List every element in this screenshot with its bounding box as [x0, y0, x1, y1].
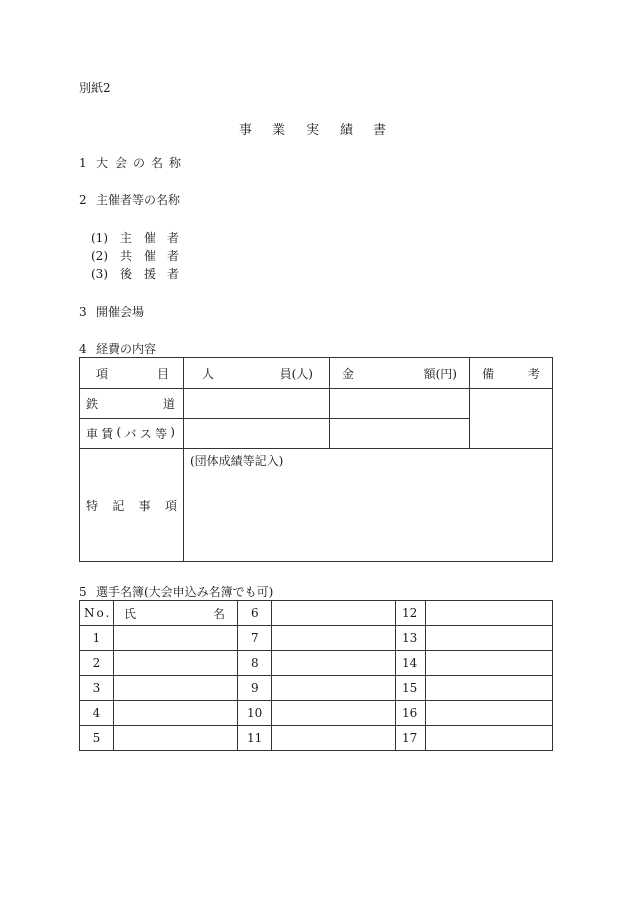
row-number: 11	[238, 726, 272, 751]
name-cell[interactable]	[272, 651, 396, 676]
roster-header-row	[80, 601, 553, 626]
section-title: 経費の内容	[96, 342, 157, 356]
item-char: 後	[120, 267, 133, 281]
section-title: 主催者等の名称	[96, 193, 181, 207]
special-note: (団体成績等記入)	[190, 454, 284, 468]
name-cell[interactable]	[426, 626, 553, 651]
row-number: 6	[238, 601, 272, 626]
roster-row	[80, 676, 553, 701]
section-number: 1	[79, 156, 87, 170]
header-name	[114, 601, 238, 626]
row-number: 13	[396, 626, 426, 651]
header-char: 氏	[124, 606, 137, 621]
title-char: 書	[373, 123, 387, 138]
header-char: 項	[96, 366, 109, 381]
section-title: 開催会場	[96, 305, 145, 319]
label-char: )	[170, 425, 175, 439]
label-char: 鉄	[86, 397, 99, 411]
name-cell[interactable]	[426, 701, 553, 726]
title-char: 績	[340, 123, 354, 138]
label-char: 事	[138, 498, 151, 513]
header-char: 金	[342, 366, 355, 381]
item-char: 主	[120, 231, 133, 245]
item-char: 者	[167, 267, 180, 281]
roster-table	[79, 600, 553, 751]
people-cell[interactable]	[184, 419, 330, 449]
title-char: 業	[272, 123, 286, 138]
roster-row	[80, 626, 553, 651]
title-char: 実	[306, 123, 320, 138]
row-number: 17	[396, 726, 426, 751]
name-cell[interactable]	[272, 626, 396, 651]
header-char: 人	[202, 366, 215, 381]
attachment-label: 別紙2	[79, 81, 111, 95]
expense-header-row	[80, 358, 553, 389]
header-people	[184, 358, 330, 389]
label-char: 記	[112, 498, 125, 513]
header-item	[80, 358, 184, 389]
special-note-cell[interactable]	[184, 449, 553, 562]
header-char: 額(円)	[423, 366, 457, 381]
section-number: 4	[79, 342, 87, 356]
header-char: 備	[482, 366, 495, 381]
item-number: (3)	[91, 267, 108, 281]
row-number: 1	[80, 626, 114, 651]
header-no: No.	[80, 601, 114, 626]
header-remarks	[470, 358, 553, 389]
header-char: 員(人)	[279, 366, 313, 381]
item-number: (1)	[91, 231, 108, 245]
label-char: 項	[164, 498, 177, 513]
expense-row-special	[80, 449, 553, 562]
row-number: 9	[238, 676, 272, 701]
name-cell[interactable]	[114, 676, 238, 701]
row-number: 4	[80, 701, 114, 726]
people-cell[interactable]	[184, 389, 330, 419]
heading-char: 称	[169, 156, 182, 170]
row-number: 2	[80, 651, 114, 676]
item-char: 援	[144, 267, 157, 281]
remarks-cell[interactable]	[470, 389, 553, 449]
section-title: 選手名簿(大会申込み名簿でも可)	[96, 585, 274, 599]
row-label	[80, 389, 184, 419]
item-char: 者	[167, 249, 180, 263]
title-char: 事	[239, 123, 253, 138]
section-number: 3	[79, 305, 87, 319]
roster-row	[80, 651, 553, 676]
section-number: 2	[79, 193, 87, 207]
header-char: 考	[527, 366, 540, 381]
heading-char: の	[133, 156, 146, 170]
row-number: 16	[396, 701, 426, 726]
expense-row-railway	[80, 389, 553, 419]
row-number: 3	[80, 676, 114, 701]
item-char: 催	[144, 249, 157, 263]
header-char: 名	[212, 606, 225, 621]
label-char: (	[116, 425, 122, 439]
row-number: 15	[396, 676, 426, 701]
header-char: 目	[156, 366, 169, 381]
row-number: 14	[396, 651, 426, 676]
label-char: 特	[86, 498, 99, 513]
row-label	[80, 419, 184, 449]
name-cell[interactable]	[114, 651, 238, 676]
name-cell[interactable]	[426, 726, 553, 751]
row-number: 12	[396, 601, 426, 626]
row-number: 7	[238, 626, 272, 651]
item-number: (2)	[91, 249, 108, 263]
item-char: 共	[120, 249, 133, 263]
heading-char: 大	[96, 156, 109, 170]
item-char: 催	[144, 231, 157, 245]
section-number: 5	[79, 585, 87, 599]
name-cell[interactable]	[272, 601, 396, 626]
special-label	[80, 449, 184, 562]
label-char: ス	[139, 427, 152, 441]
amount-cell[interactable]	[330, 419, 470, 449]
row-number: 8	[238, 651, 272, 676]
name-cell[interactable]	[114, 701, 238, 726]
name-cell[interactable]	[426, 651, 553, 676]
name-cell[interactable]	[426, 676, 553, 701]
heading-char: 会	[115, 156, 128, 170]
label-char: バ	[124, 427, 137, 441]
row-number: 10	[238, 701, 272, 726]
header-amount	[330, 358, 470, 389]
roster-row	[80, 726, 553, 751]
label-char: 道	[162, 397, 175, 411]
name-cell[interactable]	[272, 701, 396, 726]
item-char: 者	[167, 231, 180, 245]
name-cell[interactable]	[114, 626, 238, 651]
label-char: 車	[86, 427, 99, 441]
name-cell[interactable]	[114, 726, 238, 751]
label-char: 賃	[101, 427, 114, 441]
name-cell[interactable]	[426, 601, 553, 626]
heading-char: 名	[151, 156, 164, 170]
expense-table	[79, 357, 553, 562]
roster-row	[80, 701, 553, 726]
row-number: 5	[80, 726, 114, 751]
name-cell[interactable]	[272, 726, 396, 751]
amount-cell[interactable]	[330, 389, 470, 419]
label-char: 等	[155, 427, 168, 441]
name-cell[interactable]	[272, 676, 396, 701]
